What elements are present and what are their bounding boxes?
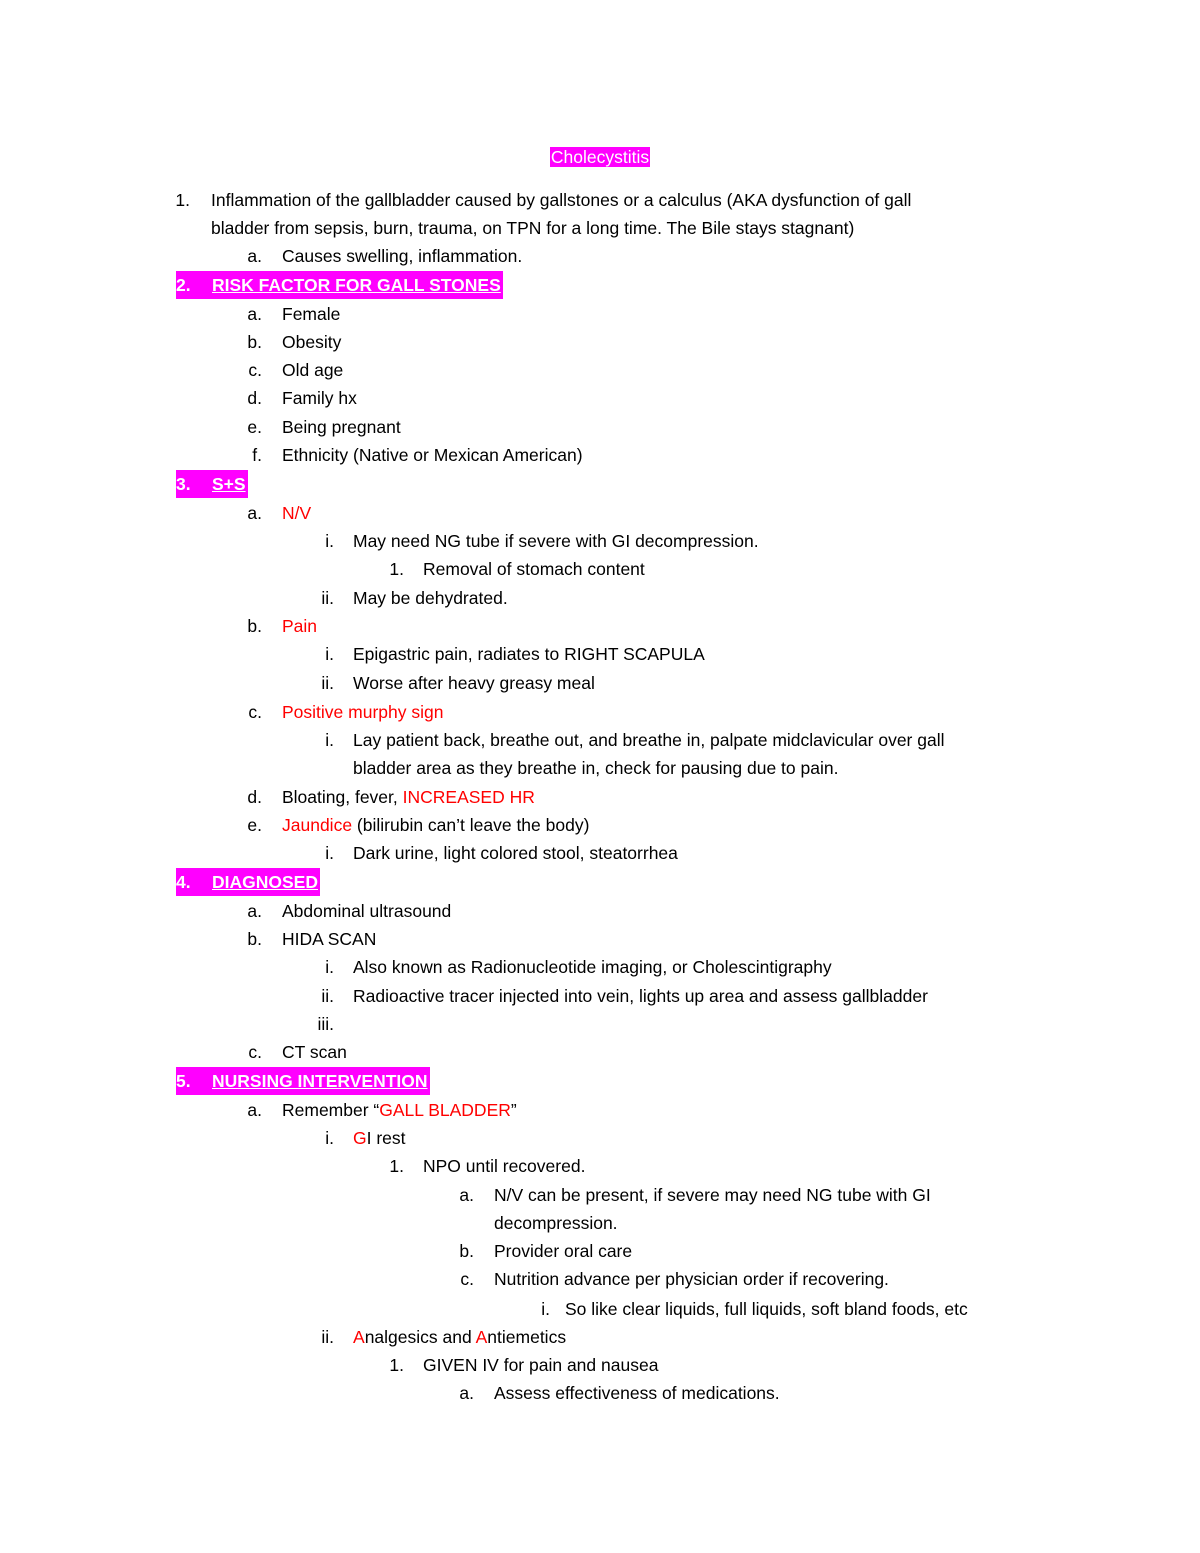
list-item: GI rest <box>353 1128 406 1148</box>
list-marker: i. <box>325 957 334 977</box>
paragraph-line: bladder from sepsis, burn, trauma, on TPN for a long time. The Bile stays stagnant) <box>211 218 855 238</box>
list-marker: 1. <box>389 1355 404 1375</box>
list-item: Worse after heavy greasy meal <box>353 673 595 693</box>
list-marker: e. <box>247 815 262 835</box>
list-marker: d. <box>247 787 262 807</box>
paragraph-line: bladder area as they breathe in, check for pausing due to pain. <box>353 758 839 778</box>
list-marker: i. <box>325 730 334 750</box>
list-item: Radioactive tracer injected into vein, lights up area and assess gallbladder <box>353 986 928 1006</box>
list-marker: iii. <box>317 1014 334 1034</box>
list-item: Abdominal ultrasound <box>282 901 452 921</box>
list-item: Ethnicity (Native or Mexican American) <box>282 445 583 465</box>
section-heading: 2. RISK FACTOR FOR GALL STONES <box>176 271 503 299</box>
list-marker: i. <box>325 1128 334 1148</box>
list-item: Nutrition advance per physician order if recovering. <box>494 1269 889 1289</box>
list-item: Also known as Radionucleotide imaging, or Cholescintigraphy <box>353 957 832 977</box>
section-heading: 3. S+S <box>176 470 248 498</box>
list-marker: i. <box>325 843 334 863</box>
list-marker: a. <box>247 901 262 921</box>
list-item: Causes swelling, inflammation. <box>282 246 523 266</box>
list-marker: ii. <box>321 588 334 608</box>
list-item: May be dehydrated. <box>353 588 508 608</box>
list-marker: 1. <box>389 559 404 579</box>
list-item: Remember “GALL BLADDER” <box>282 1100 517 1120</box>
list-marker: i. <box>325 644 334 664</box>
list-item: Provider oral care <box>494 1241 633 1261</box>
list-marker: ii. <box>321 1327 334 1347</box>
list-marker: b. <box>247 929 262 949</box>
list-marker: b. <box>459 1241 474 1261</box>
list-marker: b. <box>247 616 262 636</box>
list-marker: i. <box>325 531 334 551</box>
symptom-label: Positive murphy sign <box>282 702 444 722</box>
list-marker: a. <box>247 304 262 324</box>
list-marker: c. <box>248 1042 262 1062</box>
list-item: NPO until recovered. <box>423 1156 586 1176</box>
list-marker: a. <box>247 503 262 523</box>
list-item: Old age <box>282 360 344 380</box>
list-item: Family hx <box>282 388 357 408</box>
list-marker: c. <box>460 1269 474 1289</box>
list-marker: ii. <box>321 673 334 693</box>
section-heading: 4. DIAGNOSED <box>176 868 320 896</box>
list-item: Bloating, fever, INCREASED HR <box>282 787 535 807</box>
list-marker: 1. <box>175 190 190 210</box>
list-item: Analgesics and Antiemetics <box>353 1327 567 1347</box>
paragraph-line: Inflammation of the gallbladder caused by gallstones or a calculus (AKA dysfunction of gall <box>211 190 912 210</box>
symptom-label: Pain <box>282 616 318 636</box>
list-marker: e. <box>247 417 262 437</box>
list-item: May need NG tube if severe with GI decompression. <box>353 531 759 551</box>
list-marker: i. <box>541 1299 550 1319</box>
list-marker: ii. <box>321 986 334 1006</box>
list-marker: b. <box>247 332 262 352</box>
document-title: Cholecystitis <box>550 147 650 167</box>
list-item: CT scan <box>282 1042 347 1062</box>
list-marker: d. <box>247 388 262 408</box>
list-item: So like clear liquids, full liquids, soft bland foods, etc <box>565 1299 968 1319</box>
list-marker: f. <box>252 445 262 465</box>
paragraph-line: decompression. <box>494 1213 618 1233</box>
list-item: Epigastric pain, radiates to RIGHT SCAPULA <box>353 644 705 664</box>
list-item: Obesity <box>282 332 342 352</box>
symptom-label: N/V <box>282 503 312 523</box>
list-marker: a. <box>459 1185 474 1205</box>
list-marker: a. <box>459 1383 474 1403</box>
list-item: Dark urine, light colored stool, steatorrhea <box>353 843 678 863</box>
list-marker: c. <box>248 360 262 380</box>
paragraph-line: Lay patient back, breathe out, and breathe in, palpate midclavicular over gall <box>353 730 945 750</box>
list-marker: a. <box>247 246 262 266</box>
list-item: Female <box>282 304 341 324</box>
list-item: Jaundice (bilirubin can’t leave the body) <box>282 815 590 835</box>
paragraph-line: N/V can be present, if severe may need NG tube with GI <box>494 1185 931 1205</box>
list-item: Being pregnant <box>282 417 401 437</box>
list-item: Removal of stomach content <box>423 559 645 579</box>
list-marker: c. <box>248 702 262 722</box>
list-marker: a. <box>247 1100 262 1120</box>
list-item: HIDA SCAN <box>282 929 377 949</box>
list-item: Assess effectiveness of medications. <box>494 1383 780 1403</box>
list-item: GIVEN IV for pain and nausea <box>423 1355 659 1375</box>
section-heading: 5. NURSING INTERVENTION <box>176 1067 430 1095</box>
list-marker: 1. <box>389 1156 404 1176</box>
